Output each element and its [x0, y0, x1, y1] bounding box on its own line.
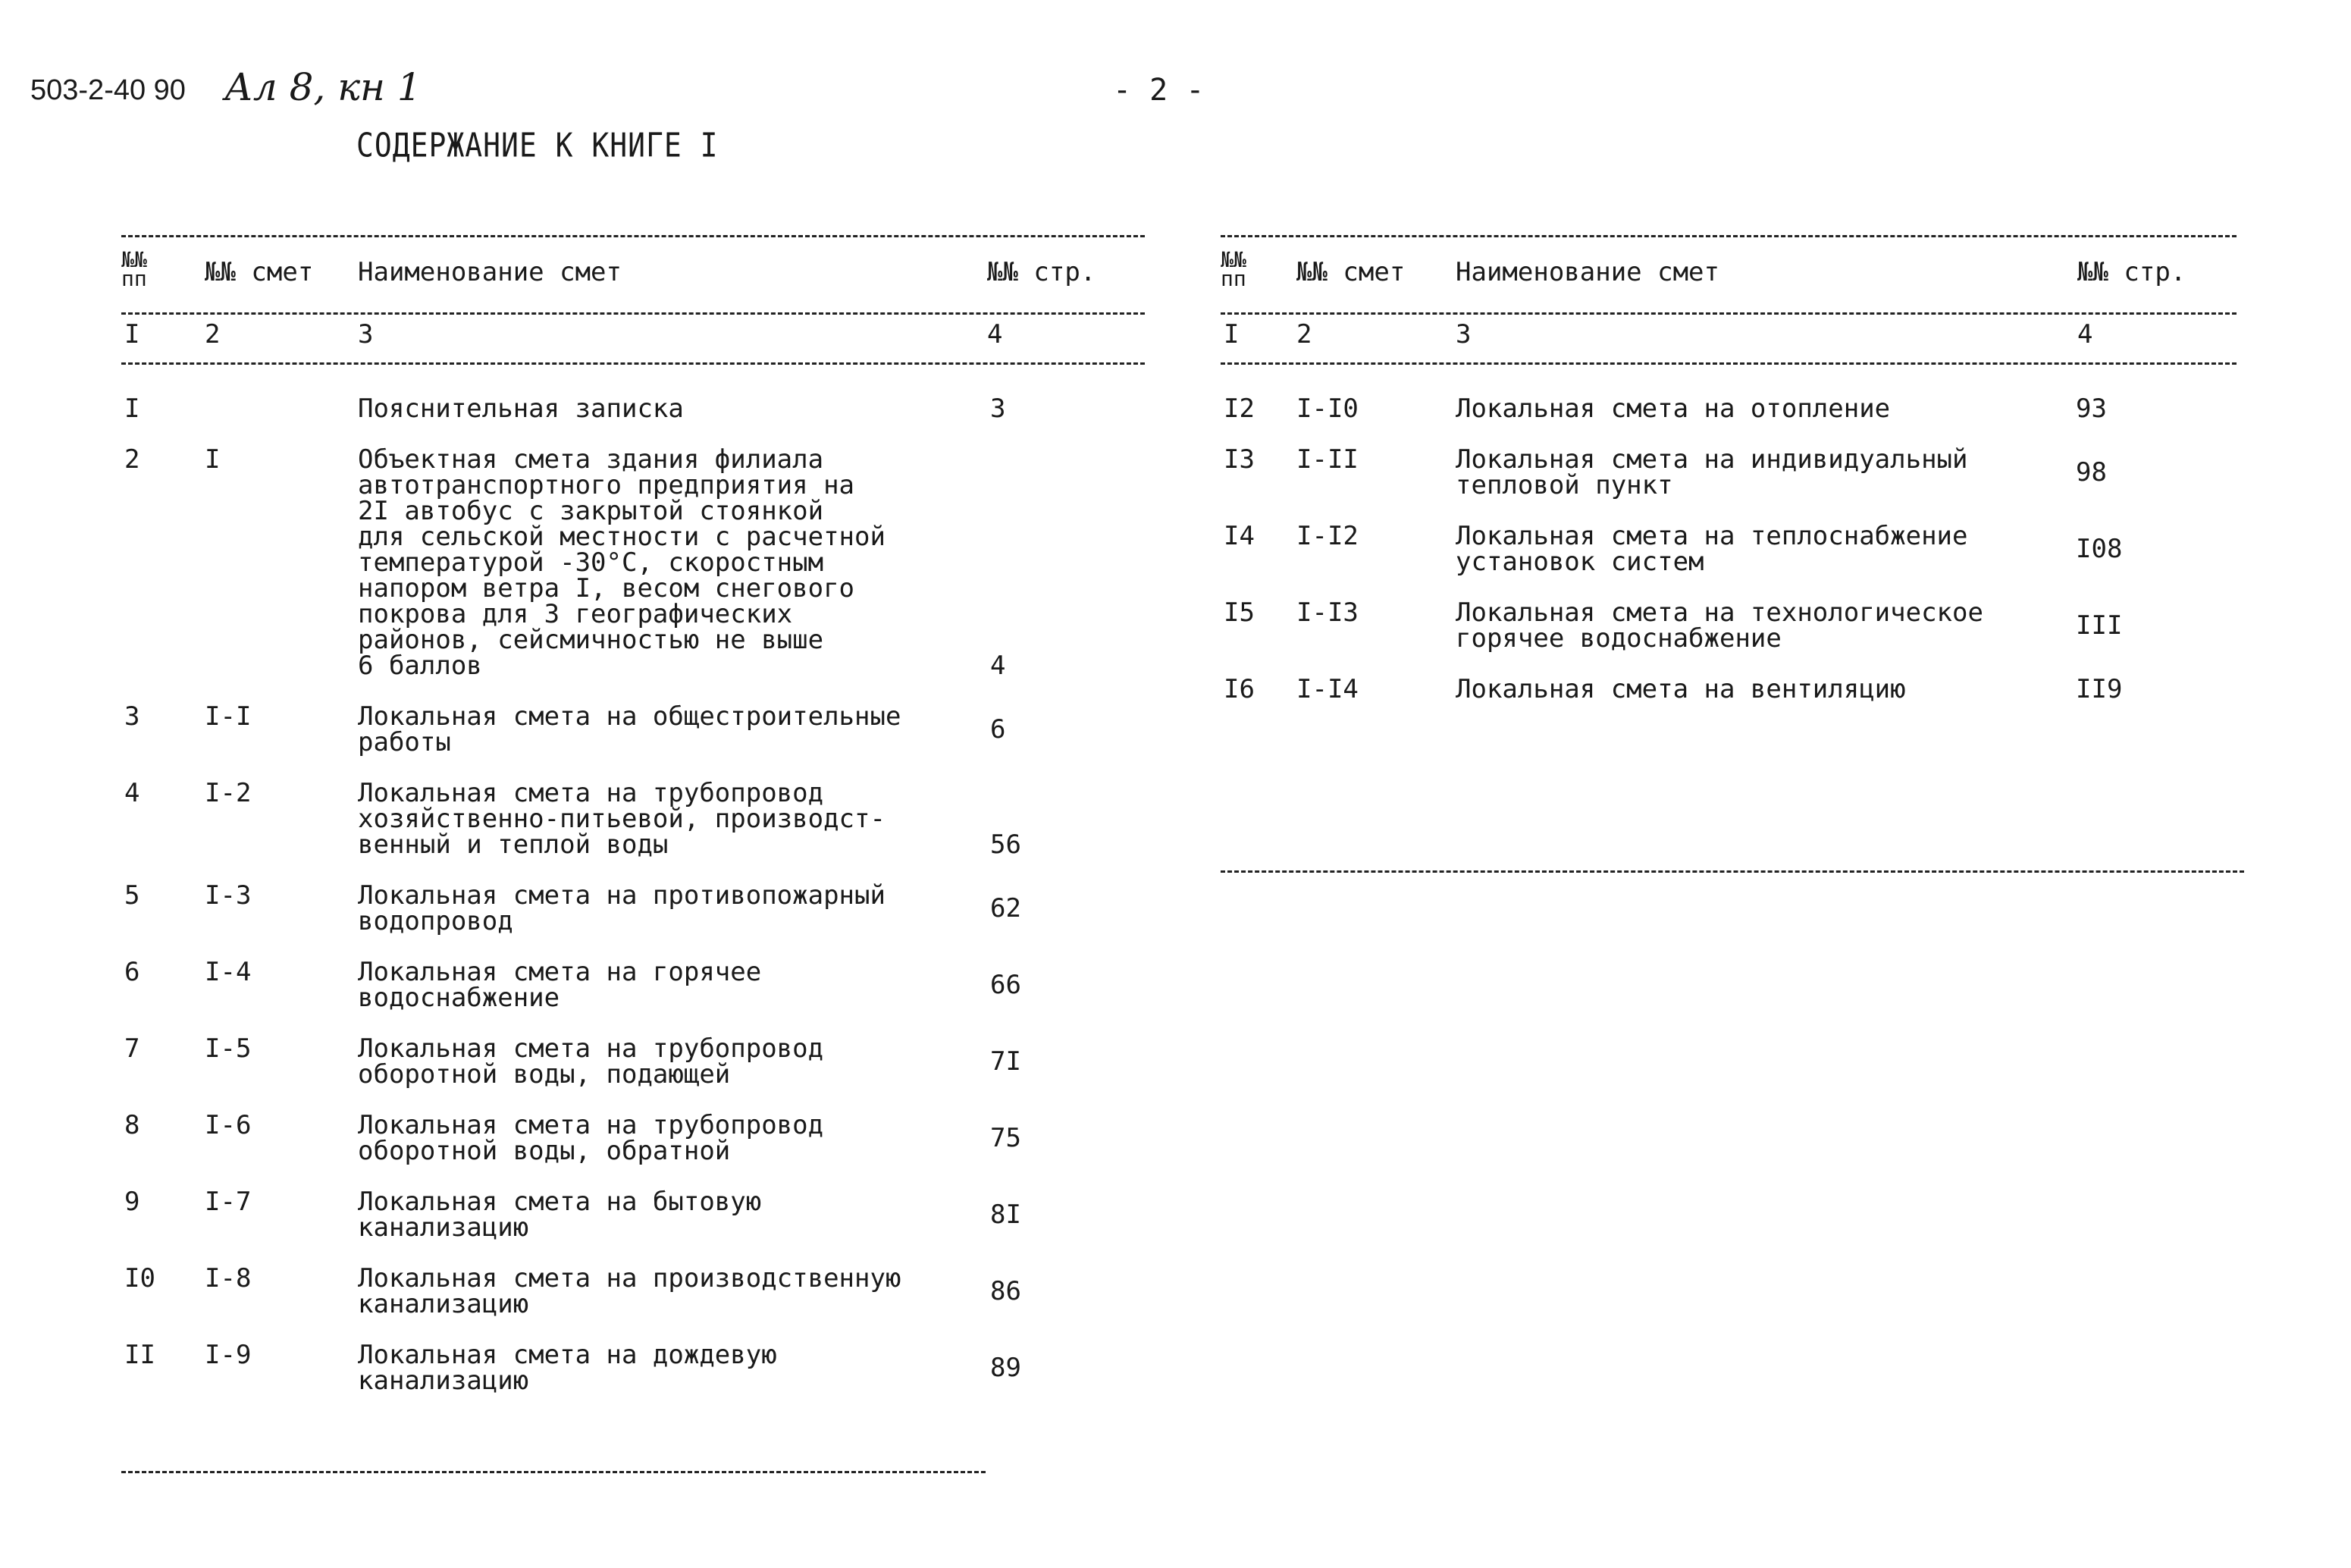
document-code: 503-2-40 90 — [30, 74, 186, 106]
row-name: Пояснительная записка — [358, 394, 684, 424]
header-num: №№ пп — [1221, 247, 1246, 291]
table-row — [121, 1033, 1145, 1090]
index-rule — [121, 362, 1145, 365]
header-smeta: №№ смет — [1296, 257, 1406, 287]
row-page: 98 — [2076, 457, 2107, 488]
table-row — [1221, 396, 2237, 422]
row-number: I5 — [1224, 597, 1255, 628]
row-number: II — [124, 1340, 155, 1370]
table-row — [121, 701, 1145, 757]
table-row — [1221, 444, 2237, 500]
index-3: 3 — [358, 319, 374, 350]
row-number: 5 — [124, 880, 140, 911]
row-name: Локальная смета на вентиляцию — [1456, 674, 1906, 704]
index-rule — [1221, 362, 2237, 365]
row-page: II9 — [2076, 674, 2123, 704]
page-number: - 2 - — [1113, 73, 1205, 108]
toc-table-left — [121, 227, 1145, 1516]
row-smeta: I-8 — [205, 1263, 252, 1294]
row-number: I2 — [1224, 394, 1255, 424]
row-page: 7I — [990, 1046, 1021, 1077]
index-1: I — [1224, 319, 1240, 350]
row-page: 66 — [990, 970, 1021, 1000]
row-smeta: I-6 — [205, 1110, 252, 1140]
row-name: Локальная смета на общестроительные работы — [358, 701, 901, 757]
row-number: I — [124, 394, 140, 424]
row-smeta: I-3 — [205, 880, 252, 911]
row-smeta: I-9 — [205, 1340, 252, 1370]
row-page: 86 — [990, 1276, 1021, 1306]
table-top-rule — [1221, 235, 2237, 237]
row-smeta: I-4 — [205, 957, 252, 987]
row-page: 75 — [990, 1123, 1021, 1153]
row-number: 3 — [124, 701, 140, 732]
table-row — [121, 780, 1145, 858]
row-name: Локальная смета на технологическое горячее водоснабжение — [1456, 597, 1983, 654]
left-bottom-rule — [121, 1471, 986, 1473]
row-number: I0 — [124, 1263, 155, 1294]
row-smeta: I-7 — [205, 1187, 252, 1217]
row-smeta: I-I3 — [1296, 597, 1359, 628]
row-number: 4 — [124, 778, 140, 808]
table-row — [121, 959, 1145, 1011]
row-name: Локальная смета на трубопровод оборотной воды, подающей — [358, 1033, 824, 1090]
row-smeta: I-II — [1296, 444, 1359, 475]
table-row — [121, 880, 1145, 936]
row-number: 6 — [124, 957, 140, 987]
header-name: Наименование смет — [358, 257, 622, 287]
row-name: Локальная смета на отопление — [1456, 394, 1891, 424]
row-smeta: I-I4 — [1296, 674, 1359, 704]
table-row — [121, 1187, 1145, 1243]
row-smeta: I-I0 — [1296, 394, 1359, 424]
table-top-rule — [121, 235, 1145, 237]
row-name: Локальная смета на трубопровод хозяйственно-питьевой, производст- венный и теплой воды — [358, 778, 886, 860]
index-1: I — [124, 319, 140, 350]
handwritten-note: Ал 8, кн 1 — [224, 65, 422, 109]
header-num: №№ пп — [121, 247, 147, 291]
table-row — [121, 1112, 1145, 1164]
index-2: 2 — [205, 319, 221, 350]
row-number: 8 — [124, 1110, 140, 1140]
row-smeta: I-I — [205, 701, 252, 732]
row-name: Объектная смета здания филиала автотранспортного предприятия на 2I автобус с закрытой стоянкой для сельской местности с расчетной температурой -30°С, скоростным напором ветра I, весом снегового покрова для 3 географических районов, сейсмичностью не выше 6 баллов — [358, 444, 886, 681]
row-name: Локальная смета на индивидуальный тепловой пункт — [1456, 444, 1968, 500]
table-row — [1221, 597, 2237, 654]
row-name: Локальная смета на горячее водоснабжение — [358, 957, 762, 1013]
row-number: 2 — [124, 444, 140, 475]
row-page: 4 — [990, 651, 1006, 681]
table-row — [1221, 523, 2237, 575]
index-4: 4 — [987, 319, 1003, 350]
header-page: №№ стр. — [987, 257, 1096, 287]
row-smeta: I-2 — [205, 778, 252, 808]
table-row — [121, 1265, 1145, 1317]
header-page: №№ стр. — [2077, 257, 2186, 287]
row-name: Локальная смета на бытовую канализацию — [358, 1187, 762, 1243]
table-row — [121, 444, 1145, 681]
row-page: III — [2076, 610, 2123, 641]
header-smeta: №№ смет — [205, 257, 314, 287]
table-row — [121, 396, 1145, 422]
row-number: 7 — [124, 1033, 140, 1064]
index-2: 2 — [1296, 319, 1312, 350]
row-number: I4 — [1224, 521, 1255, 551]
row-page: 56 — [990, 829, 1021, 860]
index-3: 3 — [1456, 319, 1472, 350]
row-name: Локальная смета на теплоснабжение установок систем — [1456, 521, 1968, 577]
row-page: 6 — [990, 714, 1006, 745]
header-name: Наименование смет — [1456, 257, 1719, 287]
row-smeta: I-I2 — [1296, 521, 1359, 551]
header-rule — [121, 312, 1145, 315]
row-smeta: I-5 — [205, 1033, 252, 1064]
row-smeta: I — [205, 444, 221, 475]
row-page: 62 — [990, 893, 1021, 924]
row-number: I3 — [1224, 444, 1255, 475]
page-title: СОДЕРЖАНИЕ К КНИГЕ I — [356, 126, 719, 165]
row-number: I6 — [1224, 674, 1255, 704]
row-page: 8I — [990, 1200, 1021, 1230]
right-bottom-rule — [1221, 870, 2244, 873]
row-number: 9 — [124, 1187, 140, 1217]
row-name: Локальная смета на противопожарный водопровод — [358, 880, 886, 936]
row-page: I08 — [2076, 534, 2123, 564]
row-name: Локальная смета на производственную канализацию — [358, 1263, 901, 1319]
toc-table-right — [1221, 227, 2237, 910]
header-rule — [1221, 312, 2237, 315]
table-row — [1221, 676, 2237, 702]
row-name: Локальная смета на дождевую канализацию — [358, 1340, 777, 1396]
table-row — [121, 1342, 1145, 1394]
index-4: 4 — [2077, 319, 2093, 350]
row-name: Локальная смета на трубопровод оборотной воды, обратной — [358, 1110, 824, 1166]
row-page: 3 — [990, 394, 1006, 424]
row-page: 93 — [2076, 394, 2107, 424]
row-page: 89 — [990, 1353, 1021, 1383]
